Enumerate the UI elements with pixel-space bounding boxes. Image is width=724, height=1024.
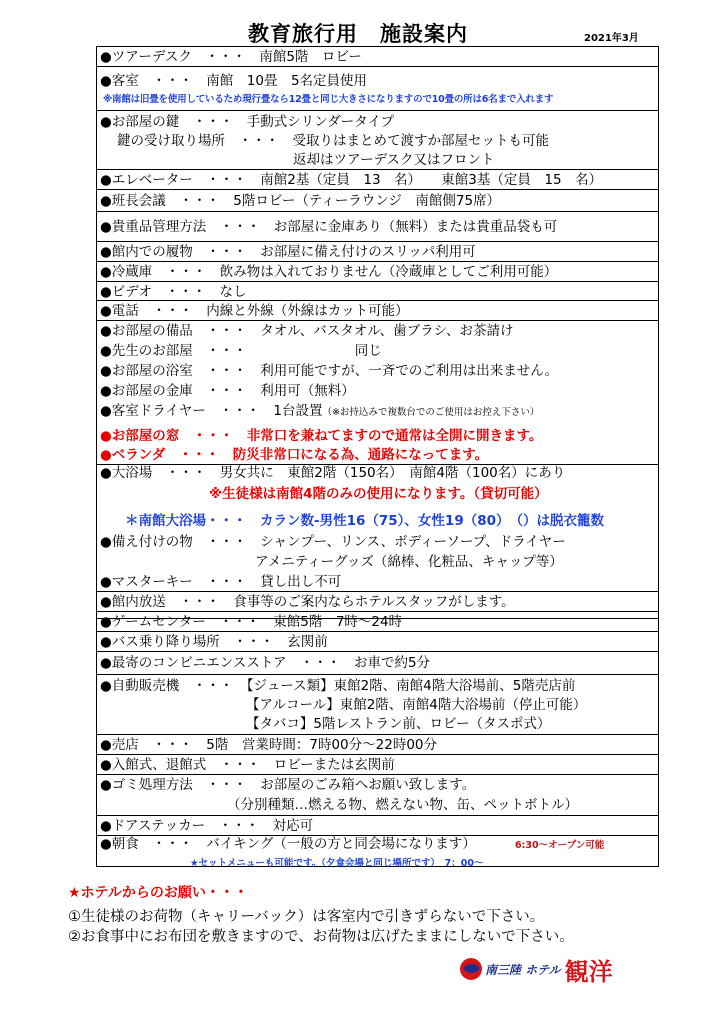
row-text: ●大浴場 ・・・ 男女共に 東館2階（150名） 南館4階（100名）にあり [100, 465, 566, 481]
veranda-warning: ●ベランダ ・・・ 防災非常口になる為、通路になってます。 [100, 447, 489, 463]
hotel-requests-title: ★ホテルからのお願い・・・ [68, 885, 248, 901]
logo-big-text: 観洋 [564, 957, 613, 986]
row-text: ●館内での履物 ・・・ お部屋に備え付けのスリッパ利用可 [100, 244, 476, 260]
table-row [97, 652, 658, 675]
row-text: 【タバコ】5階レストラン前、ロビー（タスポ式） [246, 716, 551, 732]
table-row [97, 675, 658, 735]
row-text: ●お部屋の浴室 ・・・ 利用可能ですが、一斉でのご利用は出来ません。 [100, 363, 559, 379]
row-text: ●自動販売機 ・・・ 【ジュース類】東館2階、南館4階大浴場前、5階売店前 [100, 678, 576, 694]
row-text: ●ゴミ処理方法 ・・・ お部屋のごみ箱へお願い致します。 [100, 777, 476, 793]
row-text: ●ゲームセンター ・・・ 東館5階 7時～24時 [100, 614, 403, 630]
row-note: ※南館は旧畳を使用しているため現行畳なら12畳と同じ大きさになりますので10畳の所は6名まで入れます [103, 94, 554, 105]
row-text: 【アルコール】東館2階、南館4階大浴場前（停止可能） [246, 697, 587, 713]
row-text: ●ツアーデスク ・・・ 南館5階 ロビー [100, 49, 362, 65]
table-row [97, 775, 658, 816]
row-text [100, 403, 539, 421]
table-row [97, 755, 658, 775]
hotel-request-item: ②お食事中にお布団を敷きますので、お荷物は広げたままにしないで下さい。 [68, 929, 574, 945]
page-title: 教育旅行用 施設案内 [248, 22, 468, 46]
table-row [97, 47, 658, 67]
window-warning: ●お部屋の窓 ・・・ 非常口を兼ねてますので通常は全開に開きます。 [100, 428, 543, 444]
date-label: 2021年3月 [584, 33, 639, 44]
row-text: ●エレベーター ・・・ 南館2基（定員 13 名） 東館3基（定員 15 名） [100, 172, 603, 188]
dryer-label: ●客室ドライヤー ・・・ 1台設置 [100, 403, 323, 419]
table-row [97, 612, 658, 632]
row-text: ●班長会議 ・・・ 5階ロビー（ティーラウンジ 南館側75席） [100, 193, 501, 209]
set-menu-note: ★セットメニューも可能です。（夕食会場と同じ場所です） 7：00～ [190, 858, 484, 869]
row-text: アメニティーグッズ（綿棒、化粧品、キャップ等） [255, 554, 563, 570]
table-row [97, 242, 658, 262]
table-row [97, 632, 658, 652]
table-row [97, 190, 658, 212]
row-text: ●バス乗り降り場所 ・・・ 玄関前 [100, 634, 328, 650]
row-text: （分別種類…燃える物、燃えない物、缶、ペットボトル） [227, 797, 578, 813]
row-text: ●入館式、退館式 ・・・ ロビーまたは玄関前 [100, 757, 395, 773]
facility-table [96, 46, 659, 867]
row-text: ●冷蔵庫 ・・・ 飲み物は入れておりません（冷蔵庫としてご利用可能） [100, 264, 558, 280]
row-text: ●売店 ・・・ 5階 営業時間：7時00分～22時00分 [100, 737, 437, 753]
table-row [97, 301, 658, 321]
row-text: ●客室 ・・・ 南館 10畳 5名定員使用 [100, 73, 368, 89]
table-row [97, 212, 658, 242]
table-row [97, 67, 658, 111]
row-text: ●先生のお部屋 ・・・ 同じ [100, 343, 382, 359]
row-text: ●館内放送 ・・・ 食事等のご案内ならホテルスタッフがします。 [100, 594, 515, 610]
table-row [97, 111, 658, 170]
row-text: ●最寄のコンビニエンスストア ・・・ お車で約5分 [100, 655, 431, 671]
hotel-request-item: ①生徒様のお荷物（キャリーバック）は客室内で引きずらないで下さい。 [68, 909, 545, 925]
bath-faucet-note: ＊南館大浴場・・・ カラン数-男性16（75）、女性19（80） （）は脱衣籠数 [125, 513, 604, 529]
breakfast-label: ●朝食 ・・・ バイキング（一般の方と同会場になります） [100, 836, 476, 852]
table-row [97, 321, 658, 465]
row-text: ●お部屋の鍵 ・・・ 手動式シリンダータイプ [100, 114, 395, 130]
row-text: ●電話 ・・・ 内線と外線（外線はカット可能） [100, 303, 409, 319]
table-row [97, 735, 658, 755]
row-text: 鍵の受け取り場所 ・・・ 受取りはまとめて渡すか部屋セットも可能 [117, 133, 549, 149]
row-text: ●お部屋の備品 ・・・ タオル、バスタオル、歯ブラシ、お茶請け [100, 323, 514, 339]
table-row [97, 262, 658, 282]
breakfast-open-note: 6:30～オープン可能 [515, 840, 605, 851]
row-text [100, 836, 476, 852]
table-row [97, 170, 658, 190]
row-text: ●貴重品管理方法 ・・・ お部屋に金庫あり（無料）または貴重品袋も可 [100, 219, 558, 235]
logo-mark-icon [460, 958, 482, 980]
dryer-note: （※お持込みで複数台でのご使用はお控え下さい） [322, 407, 540, 418]
table-row [97, 836, 658, 868]
row-text: ●ビデオ ・・・ なし [100, 284, 247, 300]
table-row [97, 816, 658, 836]
row-text: ●備え付けの物 ・・・ シャンプー、リンス、ボディーソープ、ドライヤー [100, 534, 566, 550]
logo-small-text: 南三陸 ホテル [485, 962, 561, 977]
table-row [97, 572, 658, 592]
row-text: ●マスターキー ・・・ 貸し出し不可 [100, 574, 342, 590]
row-text: 返却はツアーデスク又はフロント [293, 152, 495, 168]
row-text: ●ドアステッカー ・・・ 対応可 [100, 818, 314, 834]
row-text: ●お部屋の金庫 ・・・ 利用可（無料） [100, 383, 355, 399]
bath-note: ※生徒様は南館4階のみの使用になります。（貸切可能） [209, 486, 548, 502]
table-row [97, 282, 658, 301]
hotel-logo [460, 954, 613, 984]
table-row [97, 592, 658, 612]
